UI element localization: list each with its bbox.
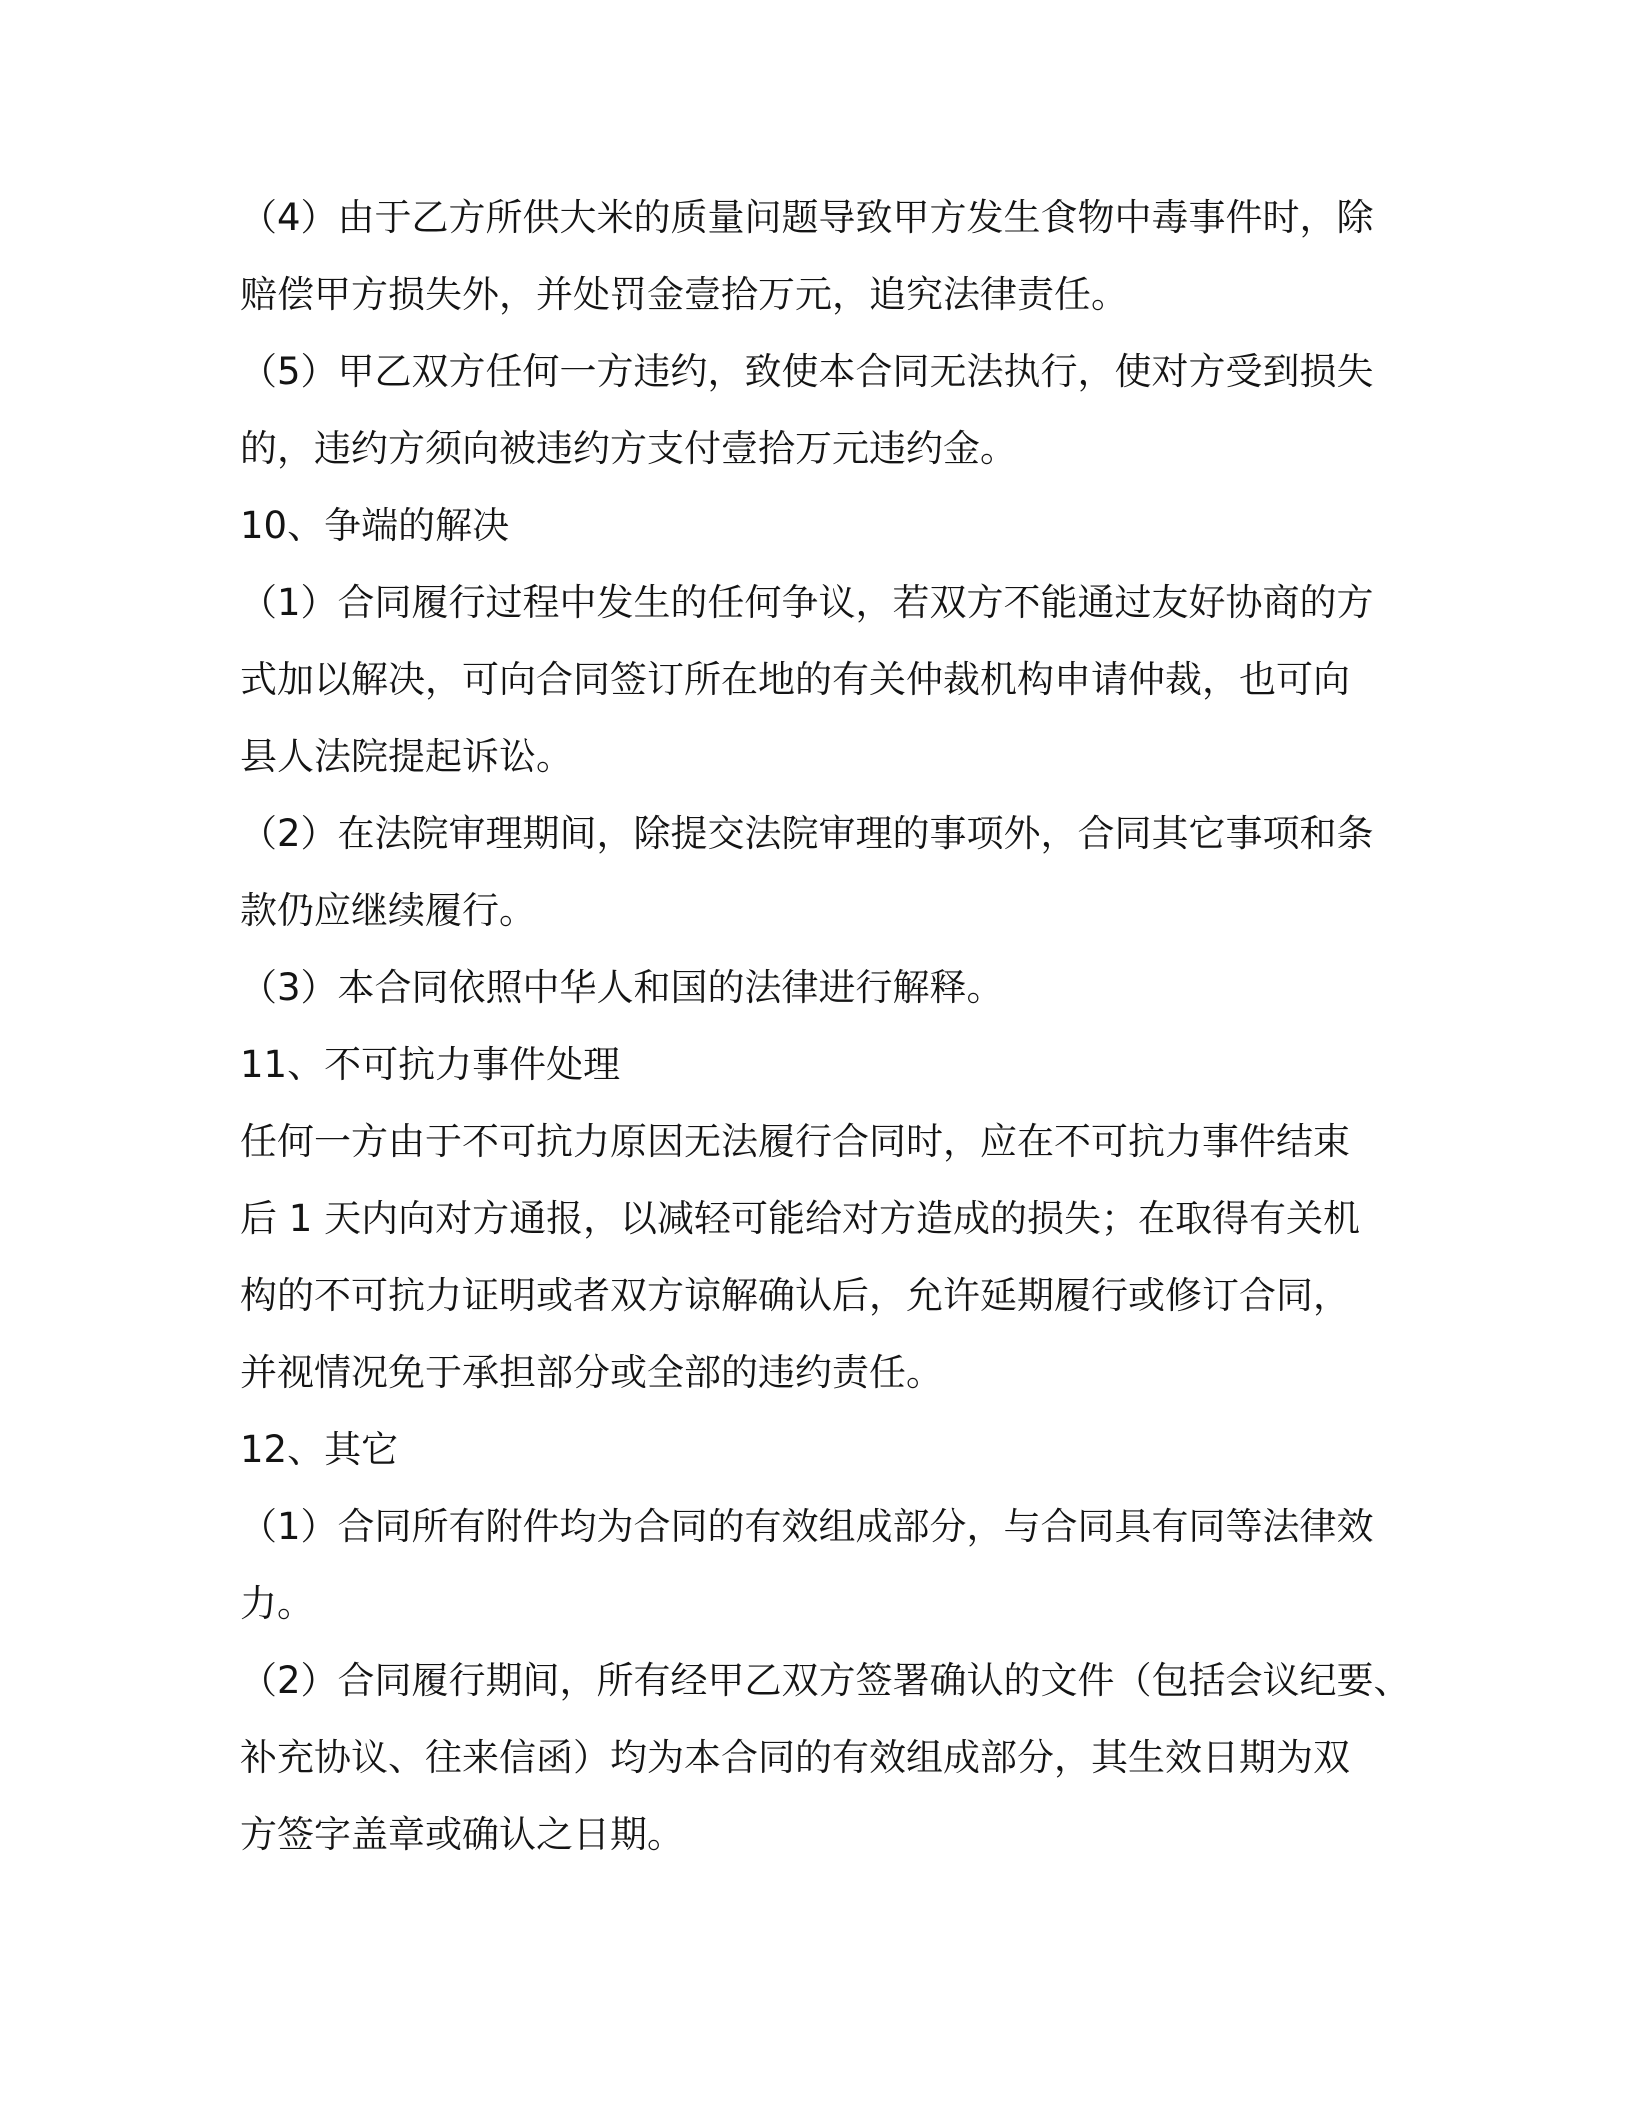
clause-12-1-line-2: 力。 xyxy=(240,1582,314,1625)
clause-9-5-line-2: 的，违约方须向被违约方支付壹拾万元违约金。 xyxy=(240,427,1017,470)
clause-12-1-line-1: （1）合同所有附件均为合同的有效组成部分，与合同具有同等法律效 xyxy=(240,1505,1374,1548)
section-11-body-line-2: 后 1 天内向对方通报，以减轻可能给对方造成的损失；在取得有关机 xyxy=(240,1197,1361,1240)
clause-9-5-line-1: （5）甲乙双方任何一方违约，致使本合同无法执行，使对方受到损失 xyxy=(240,350,1374,393)
clause-12-2-line-2: 补充协议、往来信函）均为本合同的有效组成部分，其生效日期为双 xyxy=(240,1736,1350,1779)
document-page xyxy=(240,188,1411,1882)
section-11-body-line-3: 构的不可抗力证明或者双方谅解确认后，允许延期履行或修订合同， xyxy=(240,1274,1350,1317)
clause-12-2-line-3: 方签字盖章或确认之日期。 xyxy=(240,1813,684,1856)
section-10-heading: 10、争端的解决 xyxy=(240,504,510,547)
section-12-heading: 12、其它 xyxy=(240,1428,399,1471)
clause-10-1-line-3: 县人法院提起诉讼。 xyxy=(240,735,573,778)
clause-10-3-line-1: （3）本合同依照中华人和国的法律进行解释。 xyxy=(240,966,1004,1009)
clause-9-4-line-2: 赔偿甲方损失外，并处罚金壹拾万元，追究法律责任。 xyxy=(240,273,1128,316)
clause-10-2-line-1: （2）在法院审理期间，除提交法院审理的事项外，合同其它事项和条 xyxy=(240,812,1374,855)
clause-9-4-line-1: （4）由于乙方所供大米的质量问题导致甲方发生食物中毒事件时，除 xyxy=(240,196,1374,239)
clause-12-2-line-1: （2）合同履行期间，所有经甲乙双方签署确认的文件（包括会议纪要、 xyxy=(240,1659,1411,1702)
section-11-body-line-4: 并视情况免于承担部分或全部的违约责任。 xyxy=(240,1351,943,1394)
clause-10-2-line-2: 款仍应继续履行。 xyxy=(240,889,536,932)
clause-10-1-line-2: 式加以解决，可向合同签订所在地的有关仲裁机构申请仲裁，也可向 xyxy=(240,658,1350,701)
section-11-heading: 11、不可抗力事件处理 xyxy=(240,1043,621,1086)
clause-10-1-line-1: （1）合同履行过程中发生的任何争议，若双方不能通过友好协商的方 xyxy=(240,581,1374,624)
section-11-body-line-1: 任何一方由于不可抗力原因无法履行合同时，应在不可抗力事件结束 xyxy=(240,1120,1350,1163)
